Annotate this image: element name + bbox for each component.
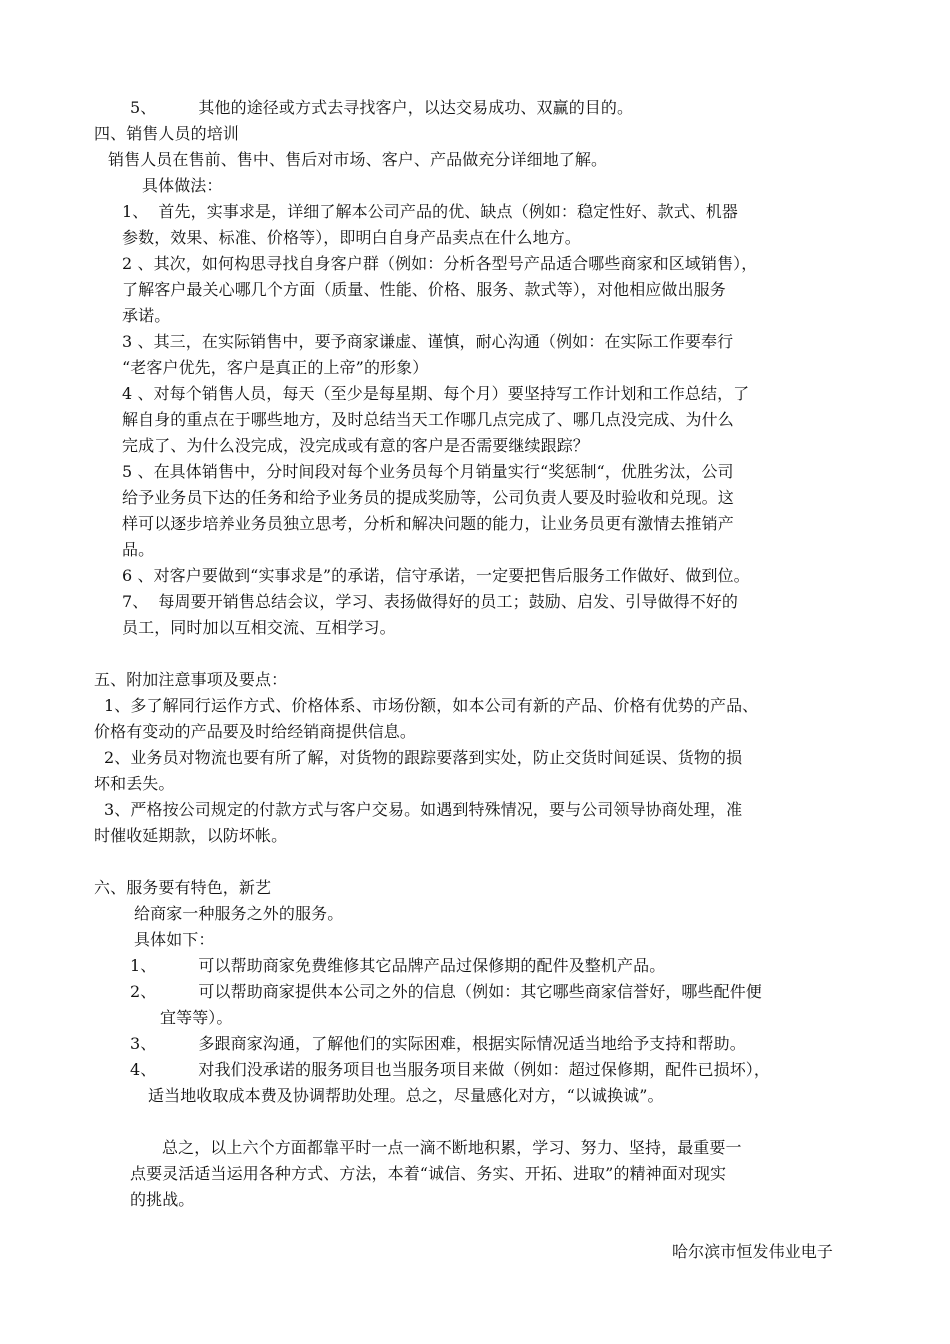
training-item-2-line-2: 了解客户最关心哪几个方面（质量、性能、价格、服务、款式等），对他相应做出服务 xyxy=(122,280,726,299)
training-item-5-line-2: 给予业务员下达的任务和给予业务员的提成奖励等，公司负责人要及时验收和兑现。这 xyxy=(122,488,734,507)
service-item-4-line-1: 4、 对我们没承诺的服务项目也当服务项目来做（例如：超过保修期，配件已损坏）， xyxy=(130,1058,770,1082)
training-item-7-line-1: 7、 每周要开销售总结会议，学习、表扬做得好的员工；鼓励、启发、引导做得不好的 xyxy=(122,590,738,614)
service-item-3-line-1: 3、 多跟商家沟通，了解他们的实际困难，根据实际情况适当地给予支持和帮助。 xyxy=(130,1032,746,1056)
note-item-1-line-2: 价格有变动的产品要及时给经销商提供信息。 xyxy=(94,722,417,741)
service-item-2-line-2: 宜等等）。 xyxy=(160,1008,233,1027)
item-text: 其他的途径或方式去寻找客户，以达交易成功、双赢的目的。 xyxy=(198,98,634,117)
training-item-4-line-2: 解自身的重点在于哪些地方，及时总结当天工作哪几点完成了、哪几点没完成、为什么 xyxy=(122,410,734,429)
conclusion-line-2: 点要灵活适当运用各种方式、方法，本着“诚信、务实、开拓、进取”的精神面对现实 xyxy=(130,1164,727,1183)
training-item-3-line-2: “老客户优先，客户是真正的上帝”的形象） xyxy=(122,358,429,377)
training-item-7-line-2: 员工，同时加以互相交流、互相学习。 xyxy=(122,618,396,637)
note-item-3-line-2: 时催收延期款，以防坏帐。 xyxy=(94,826,288,845)
section-5-title: 五、附加注意事项及要点： xyxy=(94,670,288,689)
item-number: 4 、 xyxy=(122,384,154,403)
training-item-1-line-1: 1、 首先，实事求是，详细了解本公司产品的优、缺点（例如：稳定性好、款式、机器 xyxy=(122,200,738,224)
item-number: 4、 xyxy=(130,1060,157,1079)
section-6-detail-label: 具体如下： xyxy=(134,930,215,949)
training-item-5-line-3: 样可以逐步培养业务员独立思考，分析和解决问题的能力，让业务员更有激情去推销产 xyxy=(122,514,734,533)
training-item-2-line-3: 承诺。 xyxy=(122,306,171,325)
training-item-4-line-1: 4 、对每个销售人员，每天（至少是每星期、每个月）要坚持写工作计划和工作总结，了 xyxy=(122,382,749,406)
item-number: 6 、 xyxy=(122,566,154,585)
item-number: 3、 xyxy=(130,1034,157,1053)
service-item-4-line-2: 适当地收取成本费及协调帮助处理。总之，尽量感化对方，“以诚换诚”。 xyxy=(148,1086,664,1105)
note-item-1-line-1: 1、多了解同行运作方式、价格体系、市场份额，如本公司有新的产品、价格有优势的产品、 xyxy=(104,696,759,715)
note-item-3-line-1: 3、严格按公司规定的付款方式与客户交易。如遇到特殊情况，要与公司领导协商处理，准 xyxy=(104,800,743,819)
section-6-title: 六、服务要有特色，新艺 xyxy=(94,878,272,897)
item-number: 1、 xyxy=(130,956,157,975)
training-item-6-line-1: 6 、对客户要做到“实事求是”的承诺，信守承诺，一定要把售后服务工作做好、做到位。 xyxy=(122,564,750,588)
conclusion-line-3: 的挑战。 xyxy=(130,1190,195,1209)
section-6-intro: 给商家一种服务之外的服务。 xyxy=(134,904,344,923)
item-number: 7、 xyxy=(122,592,149,611)
training-item-4-line-3: 完成了、为什么没完成，没完成或有意的客户是否需要继续跟踪？ xyxy=(122,436,589,455)
training-item-3-line-1: 3 、其三，在实际销售中，要予商家谦虚、谨慎，耐心沟通（例如：在实际工作要奉行 xyxy=(122,330,733,354)
service-item-2-line-1: 2、 可以帮助商家提供本公司之外的信息（例如：其它哪些商家信誉好，哪些配件便 xyxy=(130,980,762,1004)
training-item-1-line-2: 参数，效果、标准、价格等），即明白自身产品卖点在什么地方。 xyxy=(122,228,581,247)
item-number: 2 、 xyxy=(122,254,154,273)
training-item-5-line-1: 5 、在具体销售中，分时间段对每个业务员每个月销量实行“奖惩制“，优胜劣汰，公司 xyxy=(122,460,734,484)
item-number: 5 、 xyxy=(122,462,154,481)
item-number: 5、 xyxy=(130,98,157,117)
training-item-5-line-4: 品。 xyxy=(122,540,155,559)
training-item-2-line-1: 2 、其次，如何构思寻找自身客户群（例如：分析各型号产品适合哪些商家和区域销售）， xyxy=(122,252,757,276)
item-number: 1、 xyxy=(122,202,149,221)
item-number: 3 、 xyxy=(122,332,154,351)
service-item-1-line-1: 1、 可以帮助商家免费维修其它品牌产品过保修期的配件及整机产品。 xyxy=(130,954,665,978)
section-4-intro: 销售人员在售前、售中、售后对市场、客户、产品做充分详细地了解。 xyxy=(108,150,608,169)
intro-item-5 xyxy=(130,96,633,120)
note-item-2-line-2: 坏和丢失。 xyxy=(94,774,175,793)
item-number: 2、 xyxy=(130,982,157,1001)
section-4-method-label: 具体做法： xyxy=(142,176,223,195)
conclusion-line-1: 总之，以上六个方面都靠平时一点一滴不断地积累，学习、努力、坚持，最重要一 xyxy=(162,1138,742,1157)
note-item-2-line-1: 2、业务员对物流也要有所了解，对货物的跟踪要落到实处，防止交货时间延误、货物的损 xyxy=(104,748,743,767)
company-signature: 哈尔滨市恒发伟业电子 xyxy=(672,1242,834,1261)
section-4-title: 四、销售人员的培训 xyxy=(94,124,239,143)
